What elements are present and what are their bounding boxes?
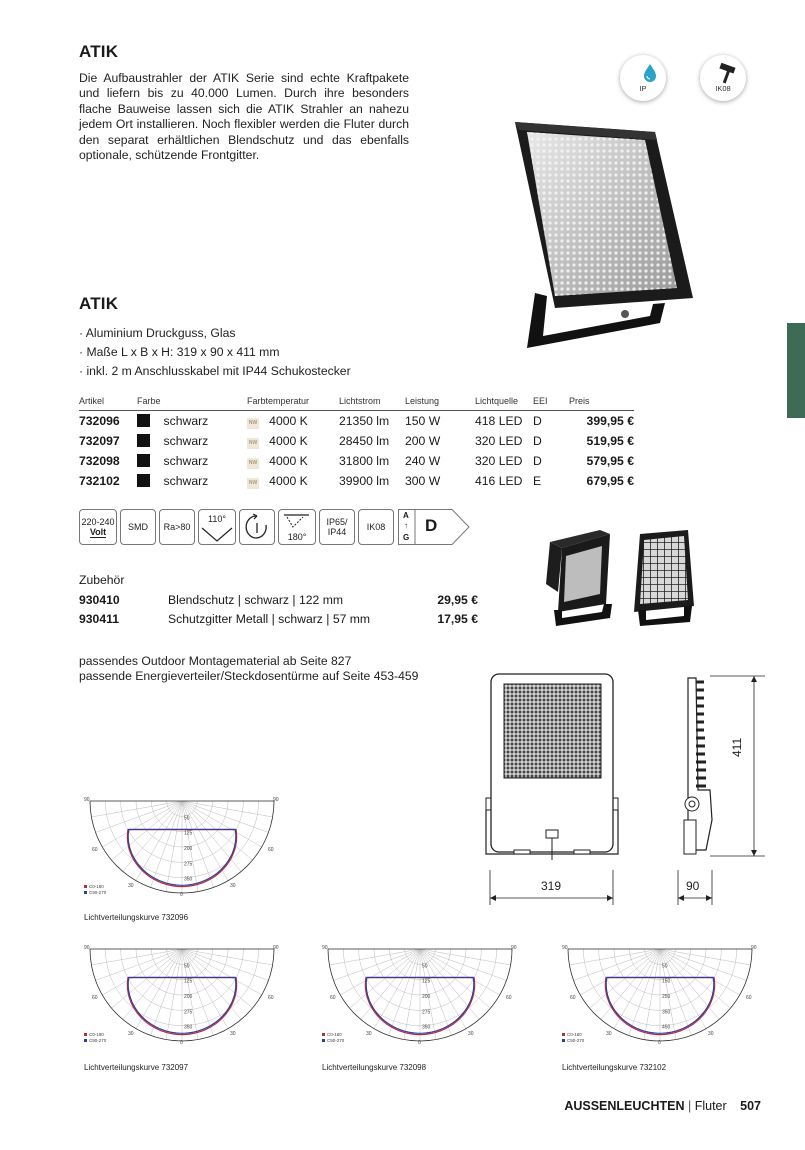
product-title: ATIK	[79, 294, 119, 313]
intro-text: Die Aufbaustrahler der ATIK Serie sind echte Kraftpakete und liefern bis zu 40.000 Lumen. Durch ihre besonders flache Bauweise lassen sich die ATIK Strahler an nahezu jedem Ort installieren. Noch flexibler werden die Fluter durch den separat erhältlichen Blendschutz und das ebenfalls optionale, schützende Frontgitter.	[79, 71, 409, 163]
ring-label: 350	[184, 1024, 193, 1031]
price: 579,95 €	[586, 454, 634, 468]
article-number: 732102	[79, 474, 120, 488]
angle-label: 0	[180, 1040, 183, 1045]
angle-label: 60	[92, 847, 98, 853]
ring-label: 50	[184, 815, 190, 822]
angle-label: 30	[708, 1031, 714, 1037]
tilt-label: 180°	[287, 532, 307, 542]
feature-item: · Aluminium Druckguss, Glas	[79, 326, 236, 340]
ring-label: 200	[184, 994, 193, 1000]
energy-scale-bottom: G	[403, 533, 410, 542]
accessory-price: 29,95 €	[437, 593, 478, 607]
product-table	[79, 395, 634, 491]
ring-label: 450	[662, 1024, 671, 1031]
ring-label: 350	[662, 1009, 671, 1016]
color-name: schwarz	[163, 434, 209, 448]
article-number: 732098	[79, 454, 120, 468]
price: 519,95 €	[586, 434, 634, 448]
page-number: 507	[740, 1099, 761, 1113]
legend-c0-swatch	[562, 1033, 565, 1036]
energy-class: D	[533, 414, 542, 428]
mounting-notes	[79, 654, 418, 683]
price: 679,95 €	[586, 474, 634, 488]
angle-label: 90	[273, 945, 279, 951]
angle-label: 60	[746, 995, 752, 1001]
voltage-range: 220-240	[81, 516, 115, 527]
curve-caption: Lichtverteilungskurve 732098	[322, 1063, 427, 1072]
angle-label: 90	[273, 797, 279, 803]
legend-c90-swatch	[84, 1039, 87, 1042]
accessory-name: Schutzgitter Metall | schwarz | 57 mm	[168, 612, 371, 626]
beam-angle-icon	[198, 509, 236, 545]
dimension-height: 411	[730, 737, 744, 757]
curve-caption: Lichtverteilungskurve 732097	[84, 1063, 189, 1072]
light-distribution-diagram	[560, 945, 760, 1045]
legend-c90-swatch	[562, 1039, 565, 1042]
color-name: schwarz	[163, 414, 209, 428]
ip-rating-bottom: IP44	[327, 527, 347, 537]
footer-separator: |	[687, 1099, 692, 1113]
ring-label: 50	[662, 963, 668, 970]
tilt-graphic	[279, 512, 315, 534]
angle-label: 0	[418, 1040, 421, 1045]
table-header-row	[79, 395, 634, 411]
color-temperature: 4000 K	[269, 473, 308, 488]
ring-label: 150	[662, 978, 671, 985]
color-swatch	[137, 454, 150, 467]
ring-label: 275	[422, 1009, 431, 1016]
legend-c90-label: C90-270	[327, 1038, 345, 1043]
color-temperature: 4000 K	[269, 433, 308, 448]
legend-c90-swatch	[322, 1039, 325, 1042]
color-swatch	[137, 434, 150, 447]
beam-angle-graphic	[199, 510, 235, 544]
light-distribution-diagram	[82, 945, 282, 1045]
legend-c0-swatch	[84, 885, 87, 888]
energy-label	[398, 509, 470, 545]
nw-badge: NW	[247, 438, 259, 449]
angle-label: 30	[128, 1031, 134, 1037]
power: 200 W	[405, 434, 441, 448]
luminous-flux: 31800 lm	[339, 454, 390, 468]
angle-label: 60	[92, 995, 98, 1001]
ip-rating-top: IP65/	[326, 517, 348, 527]
col-farbtemperatur: Farbtemperatur	[247, 395, 339, 411]
legend-c90-swatch	[84, 891, 87, 894]
dimension-width: 319	[541, 879, 562, 893]
col-preis: Preis	[569, 395, 634, 411]
rotate-arrows-icon	[245, 513, 269, 541]
ring-label: 125	[184, 978, 193, 985]
nw-badge: NW	[247, 478, 259, 489]
ring-label: 200	[184, 846, 193, 852]
footer-subsection: Fluter	[694, 1099, 727, 1113]
col-artikel: Artikel	[79, 395, 137, 411]
ring-label: 50	[184, 963, 190, 970]
ring-label: 125	[184, 830, 193, 837]
angle-label: 90	[322, 945, 328, 951]
angle-label: 60	[330, 995, 336, 1001]
angle-label: 90	[84, 945, 90, 951]
table-row	[79, 471, 634, 491]
feature-item: · Maße L x B x H: 319 x 90 x 411 mm	[79, 345, 280, 359]
technical-drawing-front	[482, 670, 622, 905]
power: 240 W	[405, 454, 441, 468]
ring-label: 275	[184, 1009, 193, 1016]
product-photo	[505, 118, 705, 358]
color-swatch	[137, 474, 150, 487]
light-source: 418 LED	[475, 414, 523, 428]
angle-label: 60	[570, 995, 576, 1001]
ring-label: 250	[662, 994, 671, 1000]
legend-c0-swatch	[322, 1033, 325, 1036]
angle-label: 60	[506, 995, 512, 1001]
light-source: 320 LED	[475, 454, 523, 468]
ring-label: 50	[422, 963, 428, 970]
voltage-icon	[79, 509, 117, 545]
ik-badge-label: IK08	[715, 84, 731, 93]
ip-badge	[620, 55, 666, 101]
section-tab	[787, 323, 805, 418]
protective-grille-photo	[630, 528, 698, 632]
energy-class: D	[533, 434, 542, 448]
rotate-icon	[239, 509, 275, 545]
note-line: passendes Outdoor Montagematerial ab Seite 827	[79, 654, 352, 668]
col-eei: EEI	[533, 395, 569, 411]
accessory-id: 930411	[79, 612, 119, 626]
angle-label: 90	[562, 945, 568, 951]
ring-label: 275	[184, 861, 193, 868]
accessory-price: 17,95 €	[437, 612, 478, 626]
arrow-up-icon: ↑	[404, 521, 408, 530]
feature-item: · inkl. 2 m Anschlusskabel mit IP44 Schukostecker	[79, 364, 351, 378]
nw-badge: NW	[247, 418, 259, 429]
feature-list	[79, 324, 351, 381]
color-temperature: 4000 K	[269, 413, 308, 428]
ik-badge	[700, 55, 746, 101]
angle-label: 60	[268, 995, 274, 1001]
table-row	[79, 411, 634, 432]
power: 150 W	[405, 414, 441, 428]
energy-class-letter: D	[425, 516, 438, 535]
luminous-flux: 28450 lm	[339, 434, 390, 448]
energy-class: E	[533, 474, 542, 488]
angle-label: 0	[180, 892, 183, 897]
color-name: schwarz	[163, 474, 209, 488]
angle-label: 30	[366, 1031, 372, 1037]
col-leistung: Leistung	[405, 395, 475, 411]
smd-icon: SMD	[120, 509, 156, 545]
legend-c90-label: C90-270	[89, 890, 107, 895]
curve-caption: Lichtverteilungskurve 732102	[562, 1063, 667, 1072]
dimension-depth: 90	[686, 879, 700, 893]
color-swatch	[137, 414, 150, 427]
energy-scale-top: A	[403, 511, 409, 520]
legend-c0-label: C0-180	[89, 1032, 104, 1037]
angle-label: 30	[468, 1031, 474, 1037]
ring-label: 350	[422, 1024, 431, 1031]
color-temperature: 4000 K	[269, 453, 308, 468]
legend-c0-label: C0-180	[567, 1032, 582, 1037]
col-lichtquelle: Lichtquelle	[475, 395, 533, 411]
cri-icon: Ra>80	[159, 509, 195, 545]
light-source: 416 LED	[475, 474, 523, 488]
col-farbe: Farbe	[137, 395, 247, 411]
color-name: schwarz	[163, 454, 209, 468]
glare-shield-photo	[540, 522, 625, 632]
price: 399,95 €	[586, 414, 634, 428]
angle-label: 30	[606, 1031, 612, 1037]
angle-label: 90	[84, 797, 90, 803]
ring-label: 350	[184, 876, 193, 883]
tilt-icon	[278, 509, 316, 545]
angle-label: 0	[658, 1040, 661, 1045]
beam-angle-label: 110°	[208, 514, 226, 524]
angle-label: 60	[268, 847, 274, 853]
table-row	[79, 451, 634, 471]
luminous-flux: 21350 lm	[339, 414, 390, 428]
light-source: 320 LED	[475, 434, 523, 448]
legend-c0-label: C0-180	[327, 1032, 342, 1037]
light-distribution-diagram	[82, 797, 282, 897]
table-row	[79, 431, 634, 451]
technical-drawing-side	[670, 670, 770, 905]
nw-badge: NW	[247, 458, 259, 469]
accessories-title: Zubehör	[79, 573, 125, 587]
angle-label: 30	[230, 883, 236, 889]
note-line: passende Energieverteiler/Steckdosentürme auf Seite 453-459	[79, 668, 419, 683]
page-footer	[564, 1099, 761, 1113]
light-distribution-diagram	[320, 945, 520, 1045]
ring-label: 200	[422, 994, 431, 1000]
legend-c90-label: C90-270	[89, 1038, 107, 1043]
footer-section: AUSSENLEUCHTEN	[564, 1099, 685, 1113]
legend-c0-swatch	[84, 1033, 87, 1036]
ip-rating-icon	[319, 509, 355, 545]
luminous-flux: 39900 lm	[339, 474, 390, 488]
angle-label: 90	[511, 945, 517, 951]
angle-label: 90	[751, 945, 757, 951]
legend-c0-label: C0-180	[89, 884, 104, 889]
ring-label: 125	[422, 978, 431, 985]
power: 300 W	[405, 474, 441, 488]
accessory-id: 930410	[79, 593, 120, 607]
intro-title: ATIK	[79, 42, 119, 61]
angle-label: 30	[128, 883, 134, 889]
article-number: 732096	[79, 414, 120, 428]
ip-badge-label: IP	[639, 84, 647, 93]
energy-class: D	[533, 454, 542, 468]
article-number: 732097	[79, 434, 120, 448]
accessory-name: Blendschutz | schwarz | 122 mm	[168, 593, 343, 607]
ik-rating-icon: IK08	[358, 509, 394, 545]
curve-caption: Lichtverteilungskurve 732096	[84, 913, 189, 922]
angle-label: 30	[230, 1031, 236, 1037]
col-lichtstrom: Lichtstrom	[339, 395, 405, 411]
voltage-unit: Volt	[89, 526, 107, 537]
legend-c90-label: C90-270	[567, 1038, 585, 1043]
